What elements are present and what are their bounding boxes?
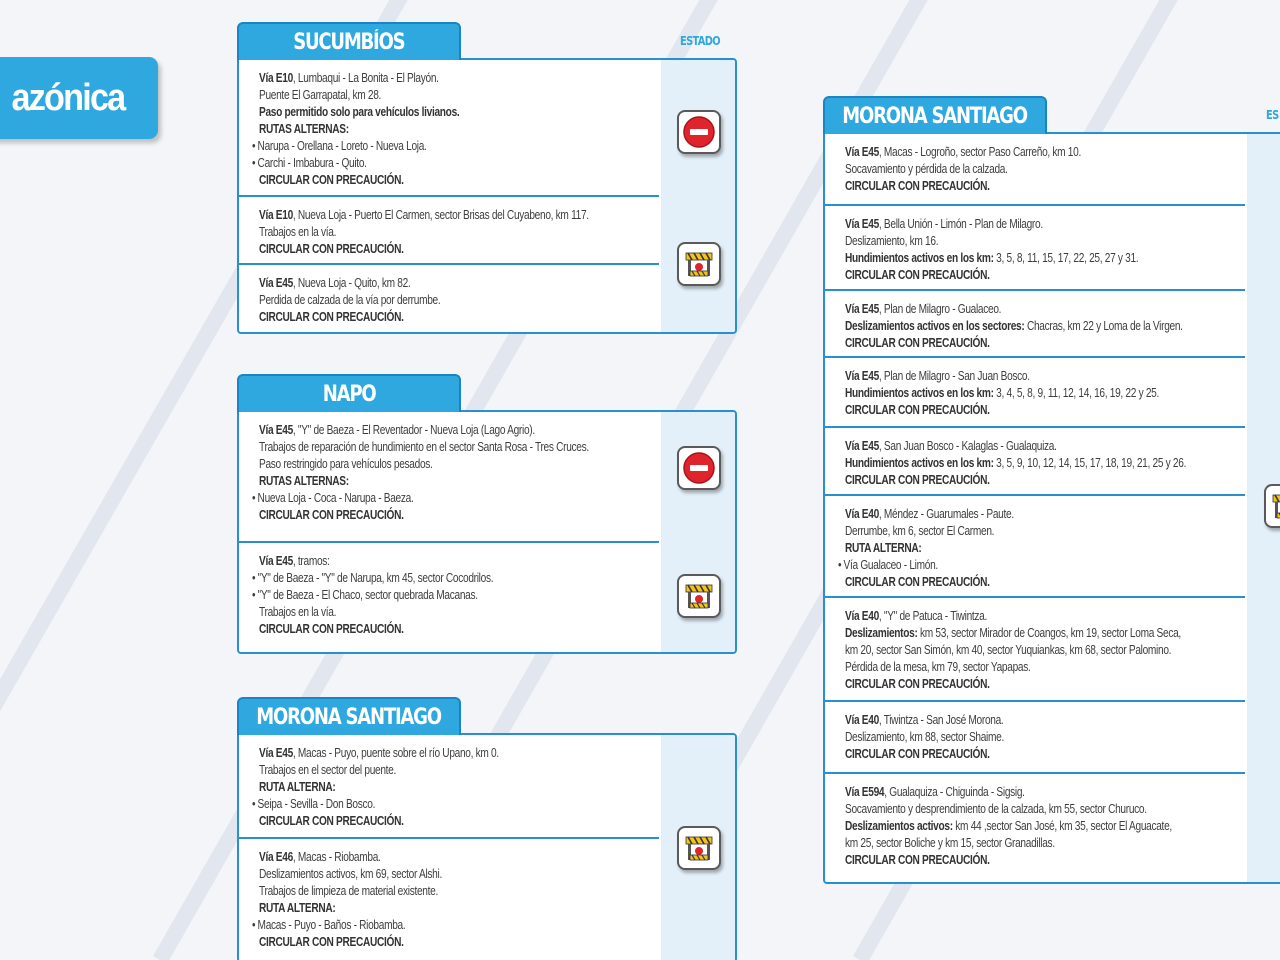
entry-text: Deslizamiento, km 88, sector Shaime. — [845, 729, 1004, 744]
entry-text: km 44 ,sector San José, km 35, sector El Aguacate, — [952, 818, 1172, 833]
entry-line — [845, 728, 1157, 745]
road-entry — [239, 735, 659, 839]
entry-bold-text: Vía E45 — [845, 301, 879, 316]
entry-text: , Plan de Milagro - Gualaceo. — [878, 301, 1002, 316]
entry-line — [259, 899, 571, 916]
entry-line — [251, 586, 571, 603]
entry-text: Carchi - Imbabura - Quito. — [257, 155, 367, 170]
entry-bold-text: CIRCULAR CON PRECAUCIÓN. — [845, 402, 990, 417]
entry-text: , "Y" de Baeza - El Reventador - Nueva Loja (Lago Agrio). — [292, 422, 535, 437]
entry-line — [259, 848, 571, 865]
entry-line — [845, 641, 1172, 658]
entry-bold-text: RUTAS ALTERNAS: — [259, 121, 349, 136]
entry-line — [259, 291, 571, 308]
entry-line — [251, 489, 571, 506]
entry-line — [259, 761, 571, 778]
entry-text: Nueva Loja - Coca - Narupa - Baeza. — [257, 490, 414, 505]
entry-text: Macas - Puyo - Baños - Riobamba. — [257, 917, 406, 932]
entry-text: , tramos: — [292, 553, 330, 568]
entry-bold-text: CIRCULAR CON PRECAUCIÓN. — [259, 241, 404, 256]
entry-text: , Gualaquiza - Chiguinda - Sigsig. — [884, 784, 1025, 799]
entry-bold-text: Vía E46 — [259, 849, 293, 864]
entry-line — [845, 300, 1157, 317]
entry-bold-text: Hundimientos activos en los km: — [845, 455, 994, 470]
entry-line — [259, 103, 571, 120]
entry-text: Socavamiento y desprendimiento de la calzada, km 55, sector Churuco. — [845, 801, 1147, 816]
entry-bold-text: CIRCULAR CON PRECAUCIÓN. — [845, 472, 990, 487]
entry-line — [259, 438, 589, 455]
entry-line — [845, 177, 1157, 194]
entry-text: Seipa - Sevilla - Don Bosco. — [257, 796, 376, 811]
entry-line — [845, 334, 1157, 351]
entry-bold-text: CIRCULAR CON PRECAUCIÓN. — [259, 172, 404, 187]
entry-text: , Nueva Loja - Quito, km 82. — [292, 275, 411, 290]
entry-line — [259, 206, 589, 223]
entry-bold-text: Vía E45 — [845, 438, 879, 453]
entry-line — [259, 603, 571, 620]
entry-line — [845, 607, 1157, 624]
entry-line — [845, 505, 1157, 522]
entry-bold-text: CIRCULAR CON PRECAUCIÓN. — [259, 309, 404, 324]
entry-text: Trabajos en el sector del puente. — [259, 762, 397, 777]
entry-text: km 25, sector Boliche y km 15, sector Granadillas. — [845, 835, 1055, 850]
entry-text: Paso restringido para vehículos pesados. — [259, 456, 433, 471]
entry-bold-text: Deslizamientos activos en los sectores: — [845, 318, 1025, 333]
road-works-icon — [677, 826, 721, 870]
entry-text: Trabajos de reparación de hundimiento en el sector Santa Rosa - Tres Cruces. — [259, 439, 589, 454]
entry-line — [845, 675, 1157, 692]
entry-bold-text: Paso permitido solo para vehículos livianos. — [259, 104, 460, 119]
province-header-napo — [237, 374, 461, 412]
entry-text: km 20, sector San Simón, km 40, sector Yuquiankas, km 68, sector Palomino. — [845, 642, 1172, 657]
entry-text: , Bella Unión - Limón - Plan de Milagro. — [878, 216, 1043, 231]
road-works-icon — [1264, 484, 1280, 528]
entry-bold-text: Vía E40 — [845, 608, 879, 623]
bullet-marker: • — [251, 587, 256, 602]
entry-bold-text: Vía E45 — [845, 144, 879, 159]
entry-line — [845, 834, 1157, 851]
entry-text: , Tiwintza - San José Morona. — [878, 712, 1004, 727]
entry-bold-text: RUTA ALTERNA: — [259, 900, 336, 915]
entry-line — [845, 624, 1181, 641]
region-title-tab — [0, 57, 158, 139]
entry-text: , Lumbaqui - La Bonita - El Playón. — [292, 70, 439, 85]
road-entry — [825, 598, 1245, 702]
entry-line — [251, 795, 571, 812]
entry-line — [259, 421, 571, 438]
entry-line — [845, 249, 1157, 266]
status-column-header: ESTADO — [680, 34, 720, 48]
entry-bold-text: Deslizamientos activos: — [845, 818, 953, 833]
entry-bold-text: Vía E10 — [259, 70, 293, 85]
entry-bold-text: RUTA ALTERNA: — [845, 540, 922, 555]
region-title: azónica — [11, 76, 124, 119]
entry-text: , Nueva Loja - Puerto El Carmen, sector Brisas del Cuyabeno, km 117. — [292, 207, 589, 222]
status-column — [661, 60, 735, 332]
entry-text: Perdida de calzada de la vía por derrumbe. — [259, 292, 441, 307]
entry-bold-text: Vía E45 — [845, 368, 879, 383]
entry-line — [845, 143, 1157, 160]
province-name: NAPO — [322, 381, 376, 407]
entry-line — [259, 506, 571, 523]
province-header-morona-santiago — [237, 697, 461, 735]
entry-bold-text: Vía E45 — [845, 216, 879, 231]
entry-bold-text: Vía E40 — [845, 506, 879, 521]
province-name: SUCUMBÍOS — [293, 29, 405, 55]
entry-bold-text: CIRCULAR CON PRECAUCIÓN. — [259, 934, 404, 949]
entry-text: "Y" de Baeza - "Y" de Narupa, km 45, sector Cocodrilos. — [257, 570, 494, 585]
entry-line — [259, 744, 571, 761]
entry-bold-text: Hundimientos activos en los km: — [845, 385, 994, 400]
entry-text: , San Juan Bosco - Kalaglas - Gualaquiza. — [878, 438, 1057, 453]
entry-bold-text: CIRCULAR CON PRECAUCIÓN. — [259, 813, 404, 828]
road-works-icon — [677, 574, 721, 618]
road-works-icon — [677, 242, 721, 286]
entry-line — [259, 882, 571, 899]
entry-bold-text: Vía E594 — [845, 784, 885, 799]
entry-line — [845, 401, 1157, 418]
bullet-marker: • — [251, 570, 256, 585]
entry-text: km 53, sector Mirador de Coangos, km 19, sector Loma Seca, — [917, 625, 1181, 640]
road-entry — [239, 60, 659, 197]
entry-line — [259, 240, 571, 257]
entry-line — [845, 266, 1157, 283]
entry-bold-text: Vía E45 — [259, 745, 293, 760]
entry-bold-text: CIRCULAR CON PRECAUCIÓN. — [845, 852, 990, 867]
entry-text: 3, 5, 9, 10, 12, 14, 15, 17, 18, 19, 21, 25 y 26. — [993, 455, 1187, 470]
entry-text: , Méndez - Guarumales - Paute. — [878, 506, 1014, 521]
road-entry — [239, 197, 659, 265]
status-column-header: ES — [1266, 108, 1279, 122]
entry-line — [845, 817, 1172, 834]
entry-line — [259, 778, 571, 795]
entry-line — [845, 317, 1183, 334]
province-box-sucumbios — [237, 58, 737, 334]
entry-line — [259, 865, 571, 882]
entry-text: Deslizamientos activos, km 69, sector Alshi. — [259, 866, 442, 881]
road-entry — [825, 496, 1245, 598]
entry-line — [259, 171, 571, 188]
entry-line — [845, 384, 1160, 401]
road-entry — [825, 291, 1245, 358]
no-entry-icon — [677, 110, 721, 154]
entry-line — [259, 86, 571, 103]
entry-line — [259, 308, 571, 325]
entry-text: Puente El Garrapatal, km 28. — [259, 87, 382, 102]
no-entry-icon — [677, 446, 721, 490]
entry-text: Vía Gualaceo - Limón. — [843, 557, 938, 572]
province-header-sucumbios — [237, 22, 461, 60]
entry-bold-text: Vía E40 — [845, 712, 879, 727]
bullet-marker: • — [837, 557, 842, 572]
entry-line — [251, 154, 571, 171]
entries-list — [825, 134, 1280, 884]
entry-line — [259, 620, 571, 637]
entry-bold-text: Hundimientos activos en los km: — [845, 250, 994, 265]
entry-line — [845, 437, 1157, 454]
entry-line — [845, 573, 1157, 590]
entry-line — [259, 552, 571, 569]
road-entry — [825, 134, 1245, 206]
road-entry — [825, 428, 1245, 496]
entry-line — [845, 160, 1157, 177]
entry-line — [251, 569, 571, 586]
entry-bold-text: CIRCULAR CON PRECAUCIÓN. — [259, 507, 404, 522]
entry-line — [259, 812, 571, 829]
entry-line — [845, 232, 1157, 249]
province-box-morona-santiago — [237, 733, 737, 960]
entry-text: Pérdida de la mesa, km 79, sector Yapapas. — [845, 659, 1031, 674]
entry-line — [259, 274, 571, 291]
entry-line — [259, 455, 571, 472]
entry-line — [845, 215, 1157, 232]
entry-text: Trabajos de limpieza de material existente. — [259, 883, 438, 898]
entry-text: , Plan de Milagro - San Juan Bosco. — [878, 368, 1030, 383]
entry-text: Trabajos en la vía. — [259, 224, 337, 239]
entry-text: 3, 4, 5, 8, 9, 11, 12, 14, 16, 19, 22 y 25. — [993, 385, 1160, 400]
entry-line — [259, 472, 571, 489]
entry-line — [837, 556, 1157, 573]
road-entry — [825, 774, 1245, 884]
entry-text: Socavamiento y pérdida de la calzada. — [845, 161, 1008, 176]
entry-bold-text: CIRCULAR CON PRECAUCIÓN. — [259, 621, 404, 636]
entry-text: , Macas - Riobamba. — [292, 849, 381, 864]
entry-bold-text: Vía E10 — [259, 207, 293, 222]
entry-text: Deslizamiento, km 16. — [845, 233, 939, 248]
entry-bold-text: Vía E45 — [259, 553, 293, 568]
bullet-marker: • — [251, 490, 256, 505]
entry-line — [845, 454, 1187, 471]
road-entry — [239, 543, 659, 654]
province-name: MORONA SANTIAGO — [256, 704, 442, 730]
entry-bold-text: CIRCULAR CON PRECAUCIÓN. — [845, 178, 990, 193]
entry-line — [259, 120, 571, 137]
entry-bold-text: Vía E45 — [259, 275, 293, 290]
bullet-marker: • — [251, 155, 256, 170]
entry-line — [259, 223, 571, 240]
entry-bold-text: CIRCULAR CON PRECAUCIÓN. — [845, 746, 990, 761]
entry-bold-text: RUTA ALTERNA: — [259, 779, 336, 794]
entry-line — [845, 658, 1157, 675]
road-entry — [239, 265, 659, 334]
road-entry — [825, 358, 1245, 428]
province-box-morona-santiago-right — [823, 132, 1280, 884]
entry-bold-text: CIRCULAR CON PRECAUCIÓN. — [845, 676, 990, 691]
bullet-marker: • — [251, 138, 256, 153]
entry-line — [845, 522, 1157, 539]
entry-text: , Macas - Logroño, sector Paso Carreño, km 10. — [878, 144, 1081, 159]
bullet-marker: • — [251, 917, 256, 932]
road-entry — [825, 702, 1245, 774]
province-box-napo — [237, 410, 737, 654]
entry-text: , Macas - Puyo, puente sobre el río Upano, km 0. — [292, 745, 499, 760]
province-name: MORONA SANTIAGO — [842, 103, 1028, 129]
entry-line — [845, 471, 1157, 488]
entry-bold-text: RUTAS ALTERNAS: — [259, 473, 349, 488]
entry-line — [259, 69, 571, 86]
entry-line — [251, 916, 571, 933]
road-entry — [239, 412, 659, 543]
entry-text: Chacras, km 22 y Loma de la Virgen. — [1024, 318, 1183, 333]
entry-line — [845, 783, 1157, 800]
entry-text: 3, 5, 8, 11, 15, 17, 22, 25, 27 y 31. — [993, 250, 1139, 265]
road-entry — [825, 206, 1245, 291]
entry-line — [845, 800, 1157, 817]
road-entry — [239, 839, 659, 960]
entry-text: , "Y" de Patuca - Tiwintza. — [878, 608, 988, 623]
entry-bold-text: CIRCULAR CON PRECAUCIÓN. — [845, 335, 990, 350]
bullet-marker: • — [251, 796, 256, 811]
entry-line — [259, 933, 571, 950]
entry-text: Trabajos en la vía. — [259, 604, 337, 619]
entry-line — [845, 367, 1157, 384]
entry-bold-text: Deslizamientos: — [845, 625, 918, 640]
entry-text: Narupa - Orellana - Loreto - Nueva Loja. — [257, 138, 427, 153]
entry-line — [845, 745, 1157, 762]
entry-line — [251, 137, 571, 154]
entry-text: "Y" de Baeza - El Chaco, sector quebrada Macanas. — [257, 587, 478, 602]
entry-bold-text: CIRCULAR CON PRECAUCIÓN. — [845, 574, 990, 589]
entry-line — [845, 851, 1157, 868]
entry-bold-text: Vía E45 — [259, 422, 293, 437]
entry-line — [845, 711, 1157, 728]
province-header-morona-santiago-right — [823, 96, 1047, 134]
entry-line — [845, 539, 1157, 556]
entry-bold-text: CIRCULAR CON PRECAUCIÓN. — [845, 267, 990, 282]
entry-text: Derrumbe, km 6, sector El Carmen. — [845, 523, 995, 538]
